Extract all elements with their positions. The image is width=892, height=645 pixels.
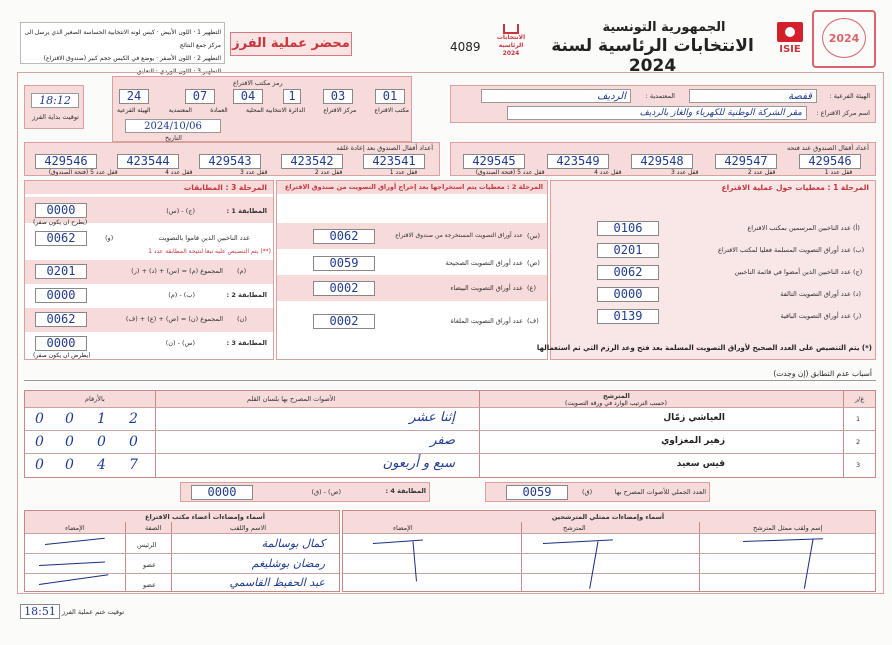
serial-number: 4089 <box>450 40 481 54</box>
end-time-value: 18:51 <box>20 604 60 619</box>
reclose-lock-5: 429546 <box>35 154 97 169</box>
members-table: أسماء وإمضاءات أعضاء مكتب الاقتراع الإمضاء الصفة الاسم واللقب الرئيس كمال بوسالمة عضو رمضان بوشليغم عضو عبد الحفيظ القاسمي <box>24 510 340 592</box>
open-lock-1: 429546 <box>799 154 861 169</box>
end-time-label: توقيت ختم عملية الفرز <box>62 608 125 616</box>
reclose-lock-2: 423542 <box>281 154 343 169</box>
m4-value: 0000 <box>191 485 253 500</box>
locks-reclose: أعداد أقفال الصندوق بعد إعادة غلقه 429546 423544 429543 423542 423541 قفل عدد 5 (فتحة الصندوق) قفل عدد 4 قفل عدد 3 قفل عدد 2 قفل عدد 1 <box>24 142 440 176</box>
legend-row-3: التظهير 3 · اللون الوردي · التعليق <box>136 68 221 75</box>
legend-row-1: التظهير 1 · اللون الأبيض · كيس لونه الانتخابية الحساسة الصغير الذي يرسل الى مركز جمع النتائج <box>24 29 221 49</box>
date-value: 2024/10/06 <box>125 119 221 133</box>
location-box: الهيئة الفرعية : قفصة المعتمدية : الرديف اسم مركز الاقتراع : مقر الشركة الوطنية للكهرباء والغاز بالرديف <box>450 85 876 123</box>
code-district: 1 <box>283 89 301 104</box>
locks-open: أعداد أقفال الصندوق عند فتحه 429545 423549 429548 429547 429546 قفل عدد 5 (فتحة الصندوق) قفل عدد 4 قفل عدد 3 قفل عدد 2 قفل عدد 1 <box>450 142 876 176</box>
ballot-icon <box>503 24 519 34</box>
form-title: محضر عملية الفرز <box>230 32 352 56</box>
valid-ballots: 0059 <box>313 256 375 271</box>
voters-signed: 0062 <box>597 265 659 280</box>
election-logo: الانتخابات الرئاسية 2024 <box>493 24 529 64</box>
reclose-lock-1: 423541 <box>363 154 425 169</box>
phase1-note: (*) يتم التنصيص على العدد الصحيح لأوراق التصويت المسلمة بعد فتح وعد الرزم التي تم استعمالها <box>536 344 872 352</box>
total-box: 0059 (ق) العدد الجملي للأصوات المصرح بها <box>485 482 710 502</box>
delegation-field: الرديف <box>481 89 631 103</box>
registered-voters: 0106 <box>597 221 659 236</box>
isie-logo: ISIE <box>770 20 810 64</box>
void-ballots: 0002 <box>313 314 375 329</box>
election-title: الانتخابات الرئاسية لسنة 2024 <box>551 36 754 76</box>
reclose-lock-4: 423544 <box>117 154 179 169</box>
open-lock-4: 423549 <box>547 154 609 169</box>
code-office: 01 <box>375 89 405 104</box>
m4-box: 0000 (ص) - (ق) المطابقة 4 : <box>180 482 430 502</box>
center-field: مقر الشركة الوطنية للكهرباء والغاز بالرديف <box>507 106 807 120</box>
damaged-ballots: 0000 <box>597 287 659 302</box>
polling-station-code: رمز مكتب الاقتراع 24 07 04 1 03 01 مكتب الاقتراع مركز الاقتراع الدائرة الانتخابية المحلية العمادة المعتمدية الهيئة الفرعية 2024/10/06 التاريخ <box>112 76 412 142</box>
code-delegation: 07 <box>185 89 215 104</box>
voters-who-voted: 0062 <box>35 231 87 246</box>
m3-value: 0000 <box>35 336 87 351</box>
remaining-ballots: 0139 <box>597 309 659 324</box>
sum-n-value: 0062 <box>35 312 87 327</box>
phase3-panel: المرحلة 3 : المطابقات 0000 (ج) - (س) المطابقة 1 : (يطرح ان يكون صفر) 0062 (و) عدد الناخبين الذين قاموا بالتصويت (**) يتم التنصيص عليه تبعا لنتيجة المطابقة عدد 1 0201 المجموع (م) = (س) + (د) + (ر) (م) 0000 (ب) - (م) المطابقة 2 : 0062 المجموع (ن) = (ص) + (ع) + (ف) (ن) 0000 (س) - (ن) المطابقة 3 : (يطرض ان يكون صفر) <box>24 180 274 360</box>
legend-row-2: التظهير 2 · اللون الأصفر · يوضع في الكيس حجم كبير (صندوق الاقتراع) <box>43 55 221 62</box>
reasons-label: أسباب عدم التطابق (إن وجدت) <box>773 369 872 378</box>
flag-icon <box>777 22 803 42</box>
m1-value: 0000 <box>35 203 87 218</box>
republic-title: الجمهورية التونسية <box>602 20 726 35</box>
sum-m-value: 0201 <box>35 264 87 279</box>
total-value: 0059 <box>506 485 568 500</box>
m2-value: 0000 <box>35 288 87 303</box>
phase2-panel: المرحلة 2 : معطيات يتم استخراجها بعد إخراج أوراق التصويت من صندوق الاقتراع 0062 عدد أوراق التصويت المستخرجة من صندوق الاقتراع (س) 0059 عدد أوراق التصويت الصحيحة (ص) 0002 عدد أوراق التصويت البيضاء (ع) 0002 عدد أوراق التصويت الملغاة (ف) <box>276 180 548 360</box>
open-lock-5: 429545 <box>463 154 525 169</box>
extracted-ballots: 0062 <box>313 229 375 244</box>
open-lock-3: 429548 <box>631 154 693 169</box>
code-imada: 04 <box>233 89 263 104</box>
code-subbody: 24 <box>119 89 149 104</box>
open-lock-2: 429547 <box>715 154 777 169</box>
start-time-value: 18:12 <box>31 93 79 108</box>
subbody-field: قفصة <box>689 89 817 103</box>
official-stamp: 2024 <box>812 10 876 68</box>
representatives-table: أسماء وإمضاءات ممثلي المترشحين الإمضاء المترشح إسم ولقب ممثل المترشح <box>342 510 876 592</box>
blank-ballots: 0002 <box>313 281 375 296</box>
code-center: 03 <box>323 89 353 104</box>
start-time-box: 18:12 توقيت بداية الفرز <box>24 85 84 129</box>
results-table: بالأرقام الأصوات المصرح بها بلسان القلم المترشح (حسب الترتيب الوارد في ورقة التصويت) ع/ر 1 العياشي زمّال إثنا عشر 0 0 1 2 2 زهير المغزاوي صفر 0 0 0 0 3 قيس سعيد سبع و أربعون 0 0 4 7 <box>24 390 876 478</box>
phase1-panel: المرحلة 1 : معطيات حول عملية الاقتراع 0106 عدد الناخبين المرسمين بمكتب الاقتراع (أ) 0201 عدد أوراق التصويت المسلمة فعليا لمكتب الاقتراع (ب) 0062 عدد الناخبين الذين أمضوا في قائمة الناخبين (ج) 0000 عدد أوراق التصويت التالفة (د) 0139 عدد أوراق التصويت الباقية (ر) <box>550 180 876 360</box>
ballots-delivered: 0201 <box>597 243 659 258</box>
reclose-lock-3: 429543 <box>199 154 261 169</box>
legend-table <box>20 22 225 75</box>
